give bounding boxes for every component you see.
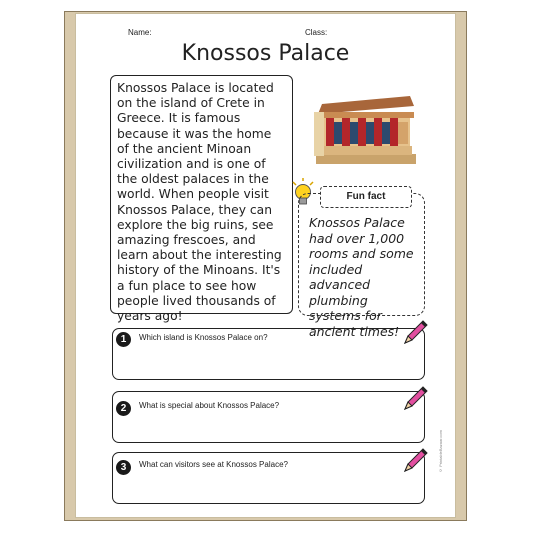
- palace-illustration: [314, 82, 418, 166]
- question-text-2: What is special about Knossos Palace?: [139, 401, 280, 410]
- name-label: Name:: [128, 28, 152, 37]
- copyright-footer: © PrintableBazaar.com: [438, 430, 443, 474]
- passage-text: Knossos Palace is located on the island of Crete in Greece. It is famous because it was the home of the ancient Minoan civilization and is one of the oldest palaces in the world. When people visit Knossos Palace, they can explore the big ruins, see amazing frescoes, and learn about the interesting history of the Minoans. It's a fun place to see how people lived thousands of years ago!: [117, 81, 282, 324]
- pencil-icon: [403, 447, 429, 473]
- question-text-1: Which island is Knossos Palace on?: [139, 333, 268, 342]
- question-number-1: 1: [116, 332, 131, 347]
- page-title: Knossos Palace: [181, 41, 350, 66]
- class-label: Class:: [305, 28, 328, 37]
- pencil-icon: [403, 319, 429, 345]
- question-number-3: 3: [116, 460, 131, 475]
- answer-box-2[interactable]: [112, 391, 425, 443]
- question-text-3: What can visitors see at Knossos Palace?: [139, 460, 288, 469]
- fun-fact-box: [298, 193, 425, 339]
- fun-fact-title: Fun fact: [320, 186, 412, 208]
- fun-fact-text: Knossos Palace had over 1,000 rooms and some included advanced plumbing systems for ancient times!: [309, 215, 414, 339]
- pencil-icon: [403, 385, 429, 411]
- question-number-2: 2: [116, 401, 131, 416]
- reading-passage: [110, 75, 293, 324]
